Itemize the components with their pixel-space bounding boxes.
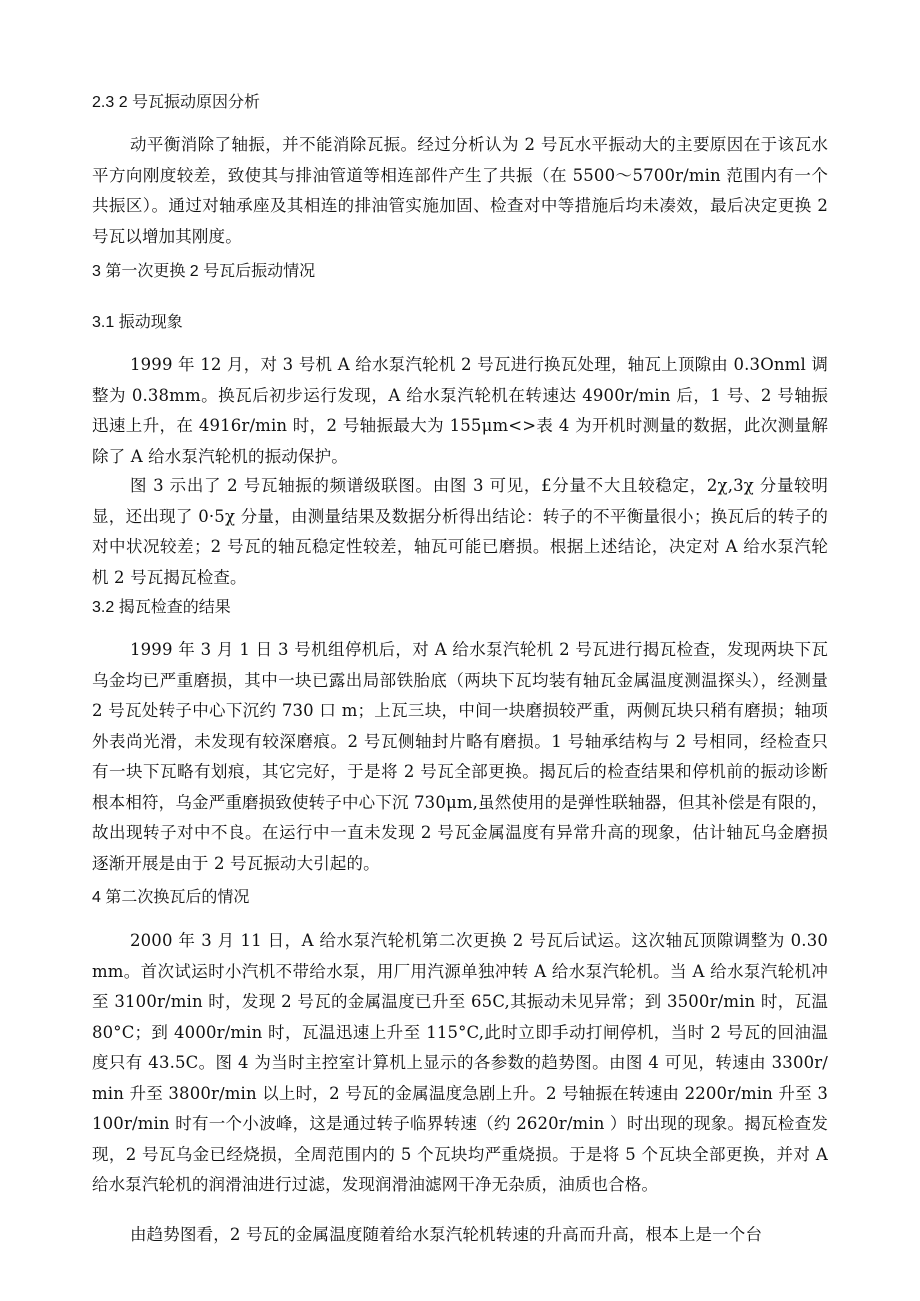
paragraph-3-1-2: 图 3 示出了 2 号瓦轴振的频谱级联图。由图 3 可见，£分量不大且较稳定，2χ,3χ 分量较明显，还出现了 0·5χ 分量，由测量结果及数据分析得出结论：转子的不平衡量很小；换瓦后的转子的对中状况较差；2 号瓦的轴瓦稳定性较差，轴瓦可能已磨损。根据上述结论，决定对 A 给水泵汽轮机 2 号瓦揭瓦检查。 bbox=[92, 476, 828, 587]
section-heading-2-3: 2.3 2 号瓦振动原因分析 bbox=[92, 94, 261, 111]
section-heading-3-1: 3.1 振动现象 bbox=[92, 314, 183, 331]
section-heading-4: 4 第二次换瓦后的情况 bbox=[92, 889, 250, 906]
section-heading-3: 3 第一次更换 2 号瓦后振动情况 bbox=[92, 263, 316, 280]
paragraph-4-1: 2000 年 3 月 11 日，A 给水泵汽轮机第二次更换 2 号瓦后试运。这次轴瓦顶隙调整为 0.30mm。首次试运时小汽机不带给水泵，用厂用汽源单独冲转 A 给水泵汽轮机。当 A 给水泵汽轮机冲至 3100r/min 时，发现 2 号瓦的金属温度已升至 65C,其振动未见异常；到 3500r/min 时，瓦温 80°C；到 4000r/min 时，瓦温迅速上升至 115°C,此时立即手动打闸停机，当时 2 号瓦的回油温度只有 43.5C。图 4 为当时主控室计算机上显示的各参数的趋势图。由图 4 可见，转速由 3300r∕min 升至 3800r∕min 以上时，2 号瓦的金属温度急剧上升。2 号轴振在转速由 2200r/min 升至 3100r/min 时有一个小波峰，这是通过转子临界转速（约 2620r/min ）时出现的现象。揭瓦检查发现，2 号瓦乌金已经烧损，全周范围内的 5 个瓦块均严重烧损。于是将 5 个瓦块全部更换，并对 A 给水泵汽轮机的润滑油进行过滤，发现润滑油滤网干净无杂质，油质也合格。 bbox=[92, 931, 828, 1194]
paragraph-2-3-1: 动平衡消除了轴振，并不能消除瓦振。经过分析认为 2 号瓦水平振动大的主要原因在于该瓦水平方向刚度较差，致使其与排油管道等相连部件产生了共振（在 5500～5700r/min 范围内有一个共振区）。通过对轴承座及其相连的排油管实施加固、检查对中等措施后均未凑效，最后决定更换 2 号瓦以增加其刚度。 bbox=[92, 135, 828, 246]
section-heading-3-2: 3.2 揭瓦检查的结果 bbox=[92, 599, 231, 616]
paragraph-3-2-1: 1999 年 3 月 1 日 3 号机组停机后，对 A 给水泵汽轮机 2 号瓦进行揭瓦检查，发现两块下瓦乌金均已严重磨损，其中一块已露出局部铁胎底（两块下瓦均装有轴瓦金属温度测温探头），经测量 2 号瓦处转子中心下沉约 730 口 m；上瓦三块，中间一块磨损较严重，两侧瓦块只稍有磨损；轴项外表尚光滑，未发现有较深磨痕。2 号瓦侧轴封片略有磨损。1 号轴承结构与 2 号相同，经检查只有一块下瓦略有划痕，其它完好，于是将 2 号瓦全部更换。揭瓦后的检查结果和停机前的振动诊断根本相符，乌金严重磨损致使转子中心下沉 730μm,虽然使用的是弹性联轴器，但其补偿是有限的，故出现转子对中不良。在运行中一直未发现 2 号瓦金属温度有异常升高的现象，估计轴瓦乌金磨损逐渐开展是由于 2 号瓦振动大引起的。 bbox=[92, 640, 828, 873]
paragraph-4-2: 由趋势图看，2 号瓦的金属温度随着给水泵汽轮机转速的升高而升高，根本上是一个台 bbox=[130, 1225, 763, 1244]
paragraph-3-1-1: 1999 年 12 月，对 3 号机 A 给水泵汽轮机 2 号瓦进行换瓦处理，轴瓦上顶隙由 0.3Onml 调整为 0.38mm。换瓦后初步运行发现，A 给水泵汽轮机在转速达 4900r/min 后，1 号、2 号轴振迅速上升，在 4916r/min 时，2 号轴振最大为 155μm<>表 4 为开机时测量的数据，此次测量解除了 A 给水泵汽轮机的振动保护。 bbox=[92, 355, 828, 466]
